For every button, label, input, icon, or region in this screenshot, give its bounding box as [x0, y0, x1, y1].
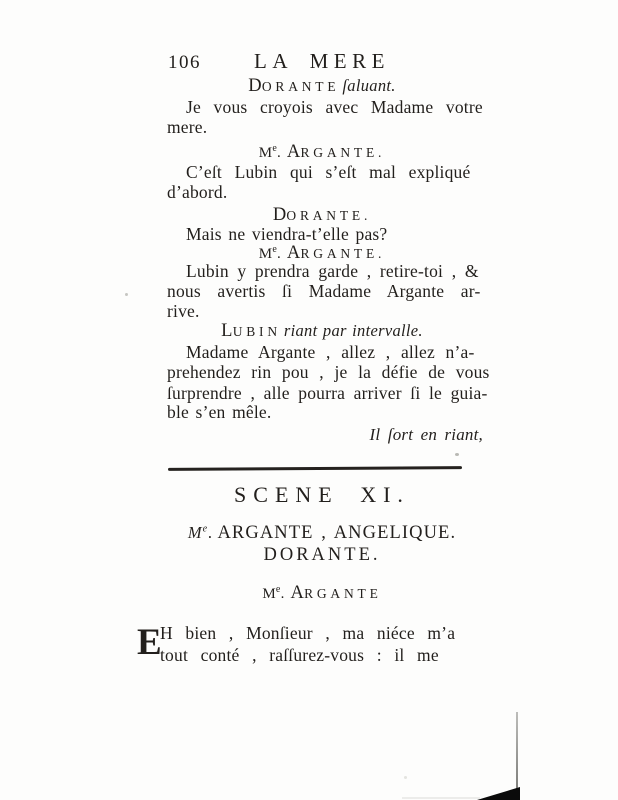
- speaker-heading-me-argante: [163, 141, 481, 163]
- scan-artifact-speck: [404, 776, 407, 779]
- dialogue-text-line: Madame Argante , allez , allez n’a-: [186, 342, 475, 362]
- stage-direction: riant par intervalle.: [283, 321, 423, 340]
- speaker-heading-lubin: [163, 320, 481, 342]
- drop-cap: E: [137, 622, 162, 663]
- scan-artifact-page-edge-line: [516, 712, 518, 792]
- dialogue-text-line: Mais ne viendra-t’elle pas?: [186, 224, 388, 244]
- scene-divider-rule: [168, 466, 462, 470]
- dialogue-text-line: mere.: [167, 117, 208, 137]
- speaker-prefix: Me.: [262, 584, 285, 602]
- speaker-heading-dorante: [163, 204, 481, 226]
- scene-heading: SCENE XI.: [234, 482, 410, 507]
- scan-artifact-smudge: [402, 797, 480, 799]
- dialogue-text-line: Lubin y prendra garde , retire-toi , &: [186, 261, 479, 281]
- speaker-name: ORANTE: [261, 79, 340, 94]
- scan-artifact-corner-shadow: [477, 787, 520, 800]
- scan-artifact-speck: [455, 453, 459, 456]
- speaker-initial: L: [221, 321, 233, 341]
- speaker-name: RGANTE: [304, 586, 382, 601]
- dialogue-text-line: ſurprendre , alle pourra arriver ſi le guia-: [167, 383, 488, 403]
- speaker-initial: D: [272, 205, 287, 225]
- speaker-prefix: Me.: [258, 244, 281, 262]
- speaker-heading-dorante: [163, 75, 481, 97]
- dialogue-text-line: H bien , Monſieur , ma niéce m’a: [160, 623, 456, 643]
- scan-artifact-speck: [125, 293, 128, 296]
- speaker-prefix: Me.: [258, 143, 281, 161]
- page-number: 106: [168, 52, 201, 73]
- cast-names: ARGANTE , ANGELIQUE.: [217, 523, 457, 543]
- speaker-name: ORANTE.: [286, 208, 372, 223]
- dialogue-text-line: d’abord.: [167, 182, 228, 202]
- speaker-initial: D: [248, 76, 262, 96]
- speaker-initial: A: [286, 142, 301, 162]
- dialogue-text-line: rive.: [167, 301, 200, 321]
- cast-list-line: [163, 523, 481, 544]
- speaker-name: RGANTE.: [300, 246, 386, 261]
- cast-list-line: DORANTE.: [263, 545, 381, 565]
- speaker-name: UBIN: [232, 324, 281, 339]
- running-title: LA MERE: [254, 49, 390, 73]
- speaker-heading-me-argante: [163, 582, 481, 604]
- speaker-name: RGANTE.: [300, 145, 386, 160]
- dialogue-text-line: C’eſt Lubin qui s’eſt mal expliqué: [186, 162, 471, 182]
- cast-prefix: Me.: [187, 523, 214, 542]
- dialogue-text-line: Je vous croyois avec Madame votre: [186, 97, 483, 117]
- dialogue-text-line: nous avertis ſi Madame Argante ar-: [167, 281, 481, 301]
- speaker-initial: A: [286, 243, 301, 263]
- dialogue-text-line: prehendez rin pou , je la défie de vous: [167, 362, 490, 382]
- stage-exit-direction: Il ſort en riant,: [369, 425, 483, 444]
- dialogue-text-line: tout conté , raſſurez-vous : il me: [160, 645, 439, 665]
- speaker-initial: A: [290, 583, 305, 603]
- dialogue-text-line: ble s’en mêle.: [167, 402, 272, 422]
- stage-direction: ſaluant.: [342, 76, 396, 95]
